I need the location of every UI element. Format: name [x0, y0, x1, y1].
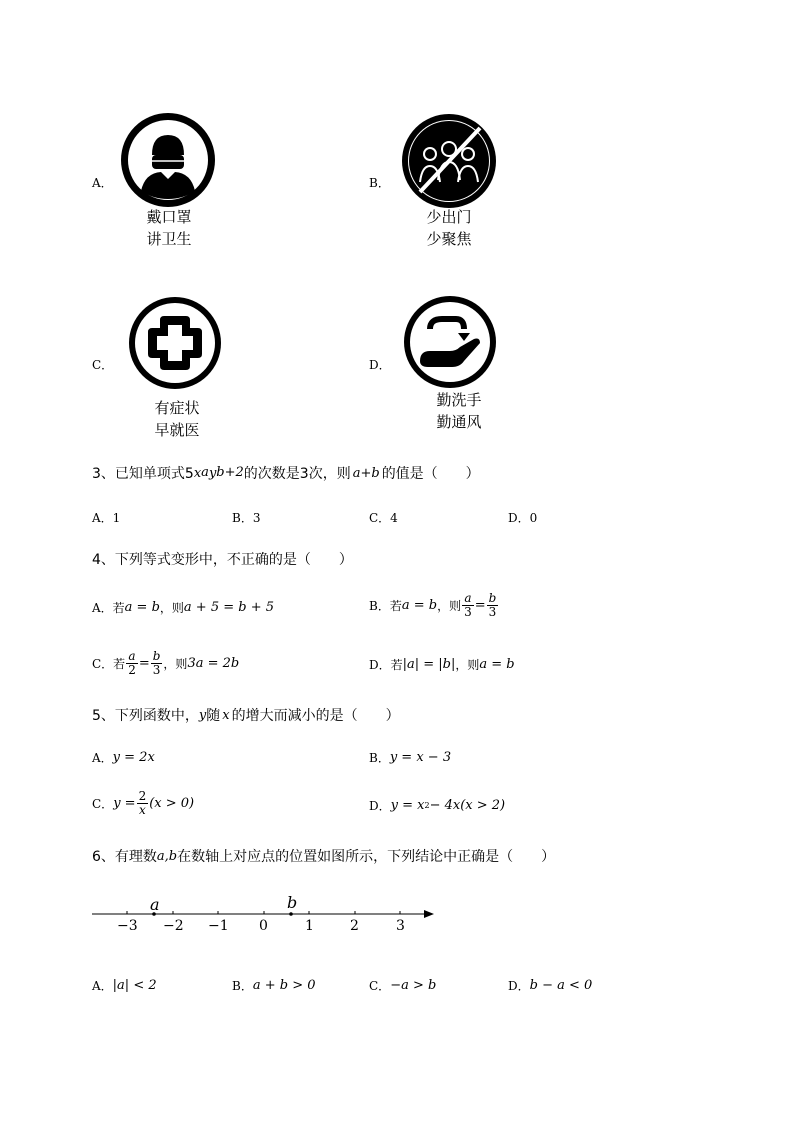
hand-washing-icon: [400, 295, 500, 389]
medical-cross-icon: [126, 296, 224, 390]
option-d-line1: 勤洗手: [436, 391, 482, 409]
question-4-option-a[interactable]: A．若 a = b ，则 a + 5 = b + 5: [92, 600, 275, 615]
tick-label: −3: [117, 918, 138, 934]
option-d-line2: 勤通风: [436, 413, 482, 431]
question-6-stem: 6、有理数 a,b 在数轴上对应点的位置如图所示，下列结论中正确是（ ）: [92, 848, 556, 865]
question-3-option-a[interactable]: A．1: [92, 511, 121, 525]
question-3-stem: 3、已知单项式5 x a y b+2 的次数是3次，则 a+b 的值是（ ）: [92, 465, 480, 482]
question-5-stem: 5、下列函数中， y 随 x 的增大而减小的是（ ）: [92, 707, 400, 724]
question-5-option-a[interactable]: A． y = 2x: [92, 750, 155, 765]
question-6-option-d[interactable]: D． b − a < 0: [508, 978, 593, 993]
option-c-line2: 早就医: [154, 421, 200, 439]
option-b-line1: 少出门: [426, 208, 472, 226]
option-a-line1: 戴口罩: [146, 208, 192, 226]
question-4-option-c[interactable]: C．若 $\frac{a}{2}$ = $\frac{b}{3}$ ，则 3a = 2b: [92, 649, 240, 677]
tick-label: −1: [208, 918, 229, 934]
option-d-letter: D．: [369, 358, 391, 372]
question-6-option-b[interactable]: B． a + b > 0: [232, 978, 316, 993]
point-b-dot: [289, 912, 293, 916]
option-c-line1: 有症状: [154, 399, 200, 417]
option-b-letter: B．: [369, 176, 390, 190]
option-a-line2: 讲卫生: [146, 230, 192, 248]
question-4-option-b[interactable]: B．若 a = b ，则 $\frac{a}{3}$ = $\frac{b}{3}$: [369, 591, 497, 619]
question-3-option-d[interactable]: D．0: [508, 511, 538, 525]
tick-label: −2: [163, 918, 184, 934]
mask-person-icon: [119, 111, 217, 209]
point-b-label: b: [287, 893, 298, 912]
option-a-letter: A．: [92, 176, 113, 190]
no-crowd-icon: [400, 112, 498, 210]
tick-label: 3: [396, 918, 405, 934]
option-b-line2: 少聚焦: [426, 230, 472, 248]
question-3-option-c[interactable]: C．4: [369, 511, 398, 525]
question-5-option-c[interactable]: C． y = $\frac{2}{x}$ (x > 0): [92, 789, 195, 817]
tick-label: 0: [259, 918, 268, 934]
question-6-option-a[interactable]: A． |a| < 2: [92, 978, 157, 993]
question-4-stem: 4、下列等式变形中，不正确的是（ ）: [92, 552, 353, 568]
question-4-option-d[interactable]: D．若 |a| = |b| ，则 a = b: [369, 657, 515, 672]
question-5-option-b[interactable]: B． y = x − 3: [369, 750, 452, 765]
tick-label: 1: [305, 918, 314, 934]
question-5-option-d[interactable]: D． y = x 2 − 4x(x > 2): [369, 798, 506, 813]
option-c-letter: C．: [92, 358, 114, 372]
question-6-option-c[interactable]: C． −a > b: [369, 978, 437, 993]
tick-label: 2: [350, 918, 359, 934]
point-a-label: a: [150, 895, 160, 914]
question-3-option-b[interactable]: B．3: [232, 511, 261, 525]
